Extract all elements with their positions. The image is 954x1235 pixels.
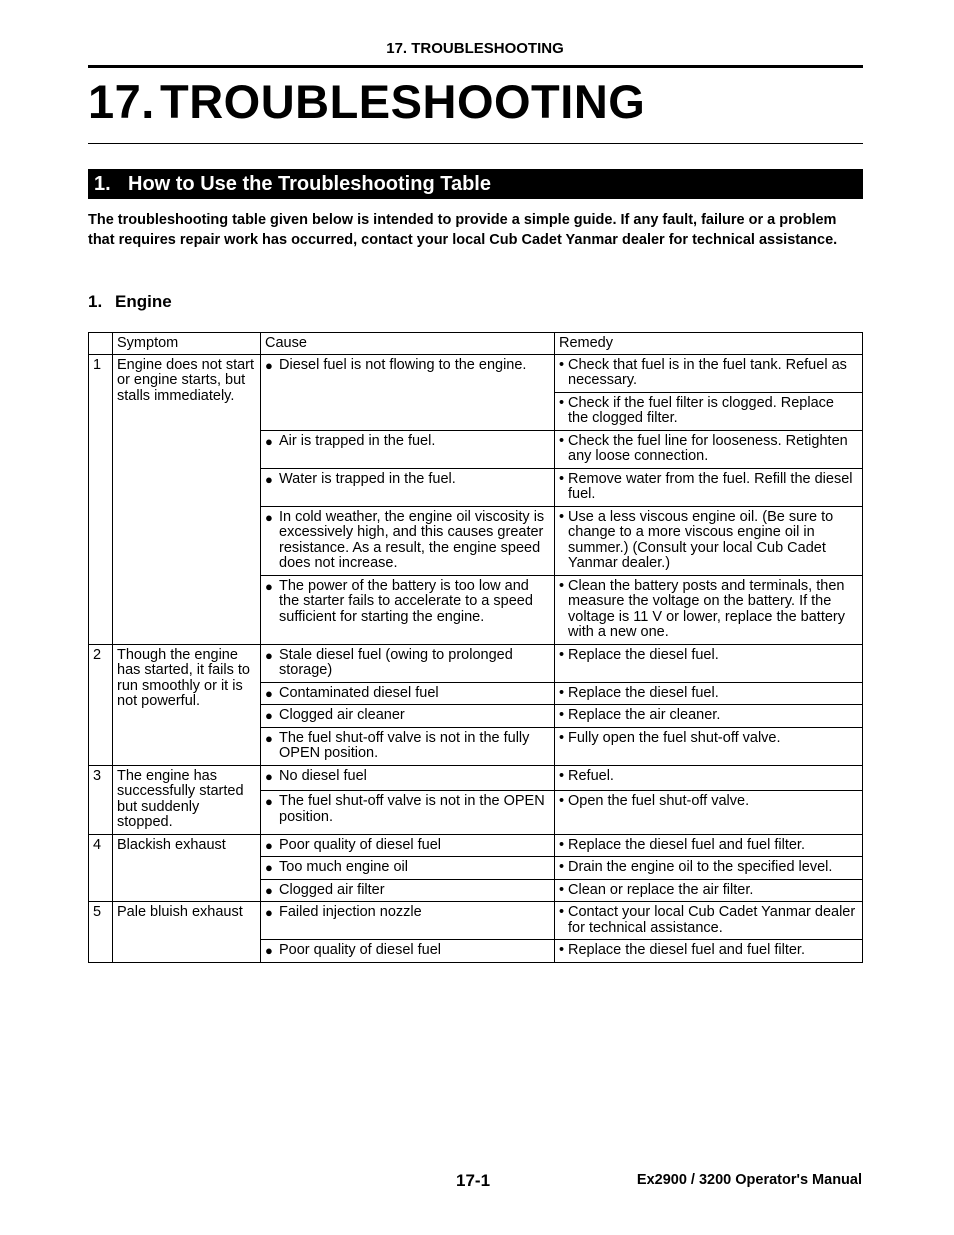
header-rule (88, 65, 863, 68)
cause-text: Water is trapped in the fuel. (279, 470, 456, 487)
remedy-cell (555, 705, 863, 728)
cause-text: Diesel fuel is not flowing to the engine. (279, 356, 527, 373)
cause-cell (261, 506, 555, 575)
remedy-text: Remove water from the fuel. Refill the diesel fuel. (568, 470, 853, 502)
cause-text: Clogged air cleaner (279, 707, 405, 723)
table-row (89, 765, 863, 791)
remedy-cell (555, 791, 863, 834)
remedy-text: Clean the battery posts and terminals, then measure the voltage on the battery. If the voltage is 11 V or lower, replace the battery with a new one. (568, 577, 845, 640)
cause-cell (261, 834, 555, 857)
cause-cell (261, 354, 555, 430)
cause-text: Failed injection nozzle (279, 904, 422, 920)
bullet-icon: ● (265, 647, 273, 663)
remedy-text: Replace the diesel fuel and fuel filter. (568, 942, 805, 958)
running-header: 17. TROUBLESHOOTING (386, 40, 564, 57)
bullet-icon: ● (265, 768, 273, 784)
remedy-cell (555, 430, 863, 468)
remedy-cell (555, 765, 863, 791)
row-number: 5 (89, 902, 113, 963)
remedy-cell (555, 879, 863, 902)
symptom-cell: The engine has successfully started but suddenly stopped. (113, 765, 261, 834)
row-number: 3 (89, 765, 113, 834)
header-remedy: Remedy (555, 333, 863, 355)
cause-text: No diesel fuel (279, 767, 367, 784)
cause-text: In cold weather, the engine oil viscosity is excessively high, and this causes greater resistance. As a result, the engine speed does not increase. (279, 508, 545, 571)
bullet-icon: ● (265, 882, 273, 898)
table-row (89, 902, 863, 940)
remedy-text: Replace the diesel fuel and fuel filter. (568, 836, 805, 853)
bullet-icon: ● (265, 837, 273, 853)
remedy-text: Open the fuel shut-off valve. (568, 793, 750, 810)
remedy-bullet-icon: • (559, 577, 565, 594)
remedy-text: Check that fuel is in the fuel tank. Refuel as necessary. (568, 356, 847, 388)
remedy-bullet-icon: • (559, 729, 565, 746)
header-cause: Cause (261, 333, 555, 355)
remedy-cell (555, 644, 863, 682)
bullet-icon: ● (265, 357, 273, 373)
title-rule (88, 143, 863, 144)
cause-cell (261, 857, 555, 880)
symptom-cell: Though the engine has started, it fails to run smoothly or it is not powerful. (113, 644, 261, 765)
cause-cell (261, 468, 555, 506)
cause-text: The fuel shut-off valve is not in the OPEN position. (279, 793, 545, 825)
subsection-title: Engine (115, 292, 172, 311)
cause-text: Contaminated diesel fuel (279, 684, 439, 701)
header-symptom: Symptom (113, 333, 261, 355)
row-number: 4 (89, 834, 113, 902)
bullet-icon: ● (265, 471, 273, 487)
chapter-title-text: TROUBLESHOOTING (160, 75, 646, 128)
remedy-bullet-icon: • (559, 470, 565, 487)
section-number: 1. (94, 173, 111, 195)
cause-cell (261, 940, 555, 963)
troubleshooting-table (88, 332, 863, 963)
cause-cell (261, 682, 555, 705)
bullet-icon: ● (265, 730, 273, 746)
page-number: 17-1 (456, 1171, 491, 1190)
cause-text: The power of the battery is too low and the starter fails to accelerate to a speed sufficient for starting the engine. (279, 577, 533, 625)
remedy-text: Replace the air cleaner. (568, 707, 721, 723)
cause-cell (261, 727, 555, 765)
intro-paragraph: The troubleshooting table given below is intended to provide a simple guide. If any fault, failure or a problem that requires repair work has occurred, contact your local Cub Cadet Yanmar dealer for technical assistance. (88, 212, 838, 248)
remedy-bullet-icon: • (559, 942, 565, 958)
row-number: 2 (89, 644, 113, 765)
bullet-icon: ● (265, 905, 273, 920)
remedy-bullet-icon: • (559, 881, 565, 898)
remedy-cell (555, 468, 863, 506)
remedy-cell (555, 857, 863, 880)
bullet-icon: ● (265, 685, 273, 701)
cause-text: The fuel shut-off valve is not in the fully OPEN position. (279, 729, 530, 761)
remedy-text: Replace the diesel fuel. (568, 646, 719, 663)
table-row (89, 834, 863, 857)
bullet-icon: ● (265, 708, 273, 723)
remedy-bullet-icon: • (559, 394, 565, 411)
cause-text: Poor quality of diesel fuel (279, 836, 442, 853)
remedy-text: Check if the fuel filter is clogged. Replace the clogged filter. (568, 394, 834, 426)
manual-title: Ex2900 / 3200 Operator's Manual (636, 1172, 862, 1188)
remedy-text: Replace the diesel fuel. (568, 684, 719, 701)
chapter-title (88, 74, 645, 129)
remedy-cell (555, 354, 863, 392)
section-title: How to Use the Troubleshooting Table (128, 173, 491, 195)
cause-cell (261, 879, 555, 902)
remedy-cell (555, 392, 863, 430)
cause-cell (261, 644, 555, 682)
remedy-cell (555, 682, 863, 705)
bullet-icon: ● (265, 509, 273, 525)
remedy-bullet-icon: • (559, 767, 565, 784)
remedy-cell (555, 727, 863, 765)
table-row (89, 354, 863, 392)
bullet-icon: ● (265, 860, 273, 875)
cause-cell (261, 902, 555, 940)
header-num (89, 333, 113, 355)
remedy-text: Use a less viscous engine oil. (Be sure to change to a more viscous engine oil in summer.) (Consult your local Cub Cadet Yanmar dealer.) (568, 508, 834, 571)
table-row (89, 644, 863, 682)
bullet-icon: ● (265, 794, 273, 810)
remedy-bullet-icon: • (559, 707, 565, 723)
remedy-bullet-icon: • (559, 684, 565, 701)
symptom-cell: Engine does not start or engine starts, but stalls immediately. (113, 354, 261, 644)
subsection-number: 1. (88, 292, 103, 311)
cause-cell (261, 575, 555, 644)
bullet-icon: ● (265, 433, 273, 449)
remedy-bullet-icon: • (559, 508, 565, 525)
cause-text: Poor quality of diesel fuel (279, 942, 442, 958)
symptom-cell: Pale bluish exhaust (113, 902, 261, 963)
remedy-cell (555, 575, 863, 644)
remedy-text: Drain the engine oil to the specified level. (568, 859, 833, 875)
cause-text: Stale diesel fuel (owing to prolonged storage) (279, 646, 513, 678)
symptom-cell: Blackish exhaust (113, 834, 261, 902)
cause-text: Air is trapped in the fuel. (279, 432, 436, 449)
remedy-text: Check the fuel line for looseness. Retighten any loose connection. (568, 432, 848, 464)
cause-cell (261, 430, 555, 468)
remedy-text: Fully open the fuel shut-off valve. (568, 729, 781, 746)
remedy-bullet-icon: • (559, 859, 565, 875)
table-header-row (89, 333, 863, 355)
remedy-bullet-icon: • (559, 356, 565, 373)
remedy-cell (555, 940, 863, 963)
chapter-number: 17. (88, 75, 155, 128)
cause-text: Too much engine oil (279, 859, 408, 875)
remedy-cell (555, 902, 863, 940)
remedy-bullet-icon: • (559, 432, 565, 449)
row-number: 1 (89, 354, 113, 644)
remedy-cell (555, 506, 863, 575)
remedy-bullet-icon: • (559, 793, 565, 810)
remedy-bullet-icon: • (559, 836, 565, 853)
remedy-text: Clean or replace the air filter. (568, 881, 754, 898)
cause-cell (261, 705, 555, 728)
remedy-cell (555, 834, 863, 857)
subsection-heading (88, 292, 172, 312)
cause-cell (261, 791, 555, 834)
remedy-bullet-icon: • (559, 646, 565, 663)
bullet-icon: ● (265, 578, 273, 594)
remedy-text: Refuel. (568, 767, 614, 784)
remedy-bullet-icon: • (559, 904, 565, 920)
table-body (89, 354, 863, 962)
section-heading (88, 169, 863, 199)
bullet-icon: ● (265, 943, 273, 958)
remedy-text: Contact your local Cub Cadet Yanmar dealer for technical assistance. (568, 904, 856, 936)
cause-cell (261, 765, 555, 791)
cause-text: Clogged air filter (279, 881, 385, 898)
